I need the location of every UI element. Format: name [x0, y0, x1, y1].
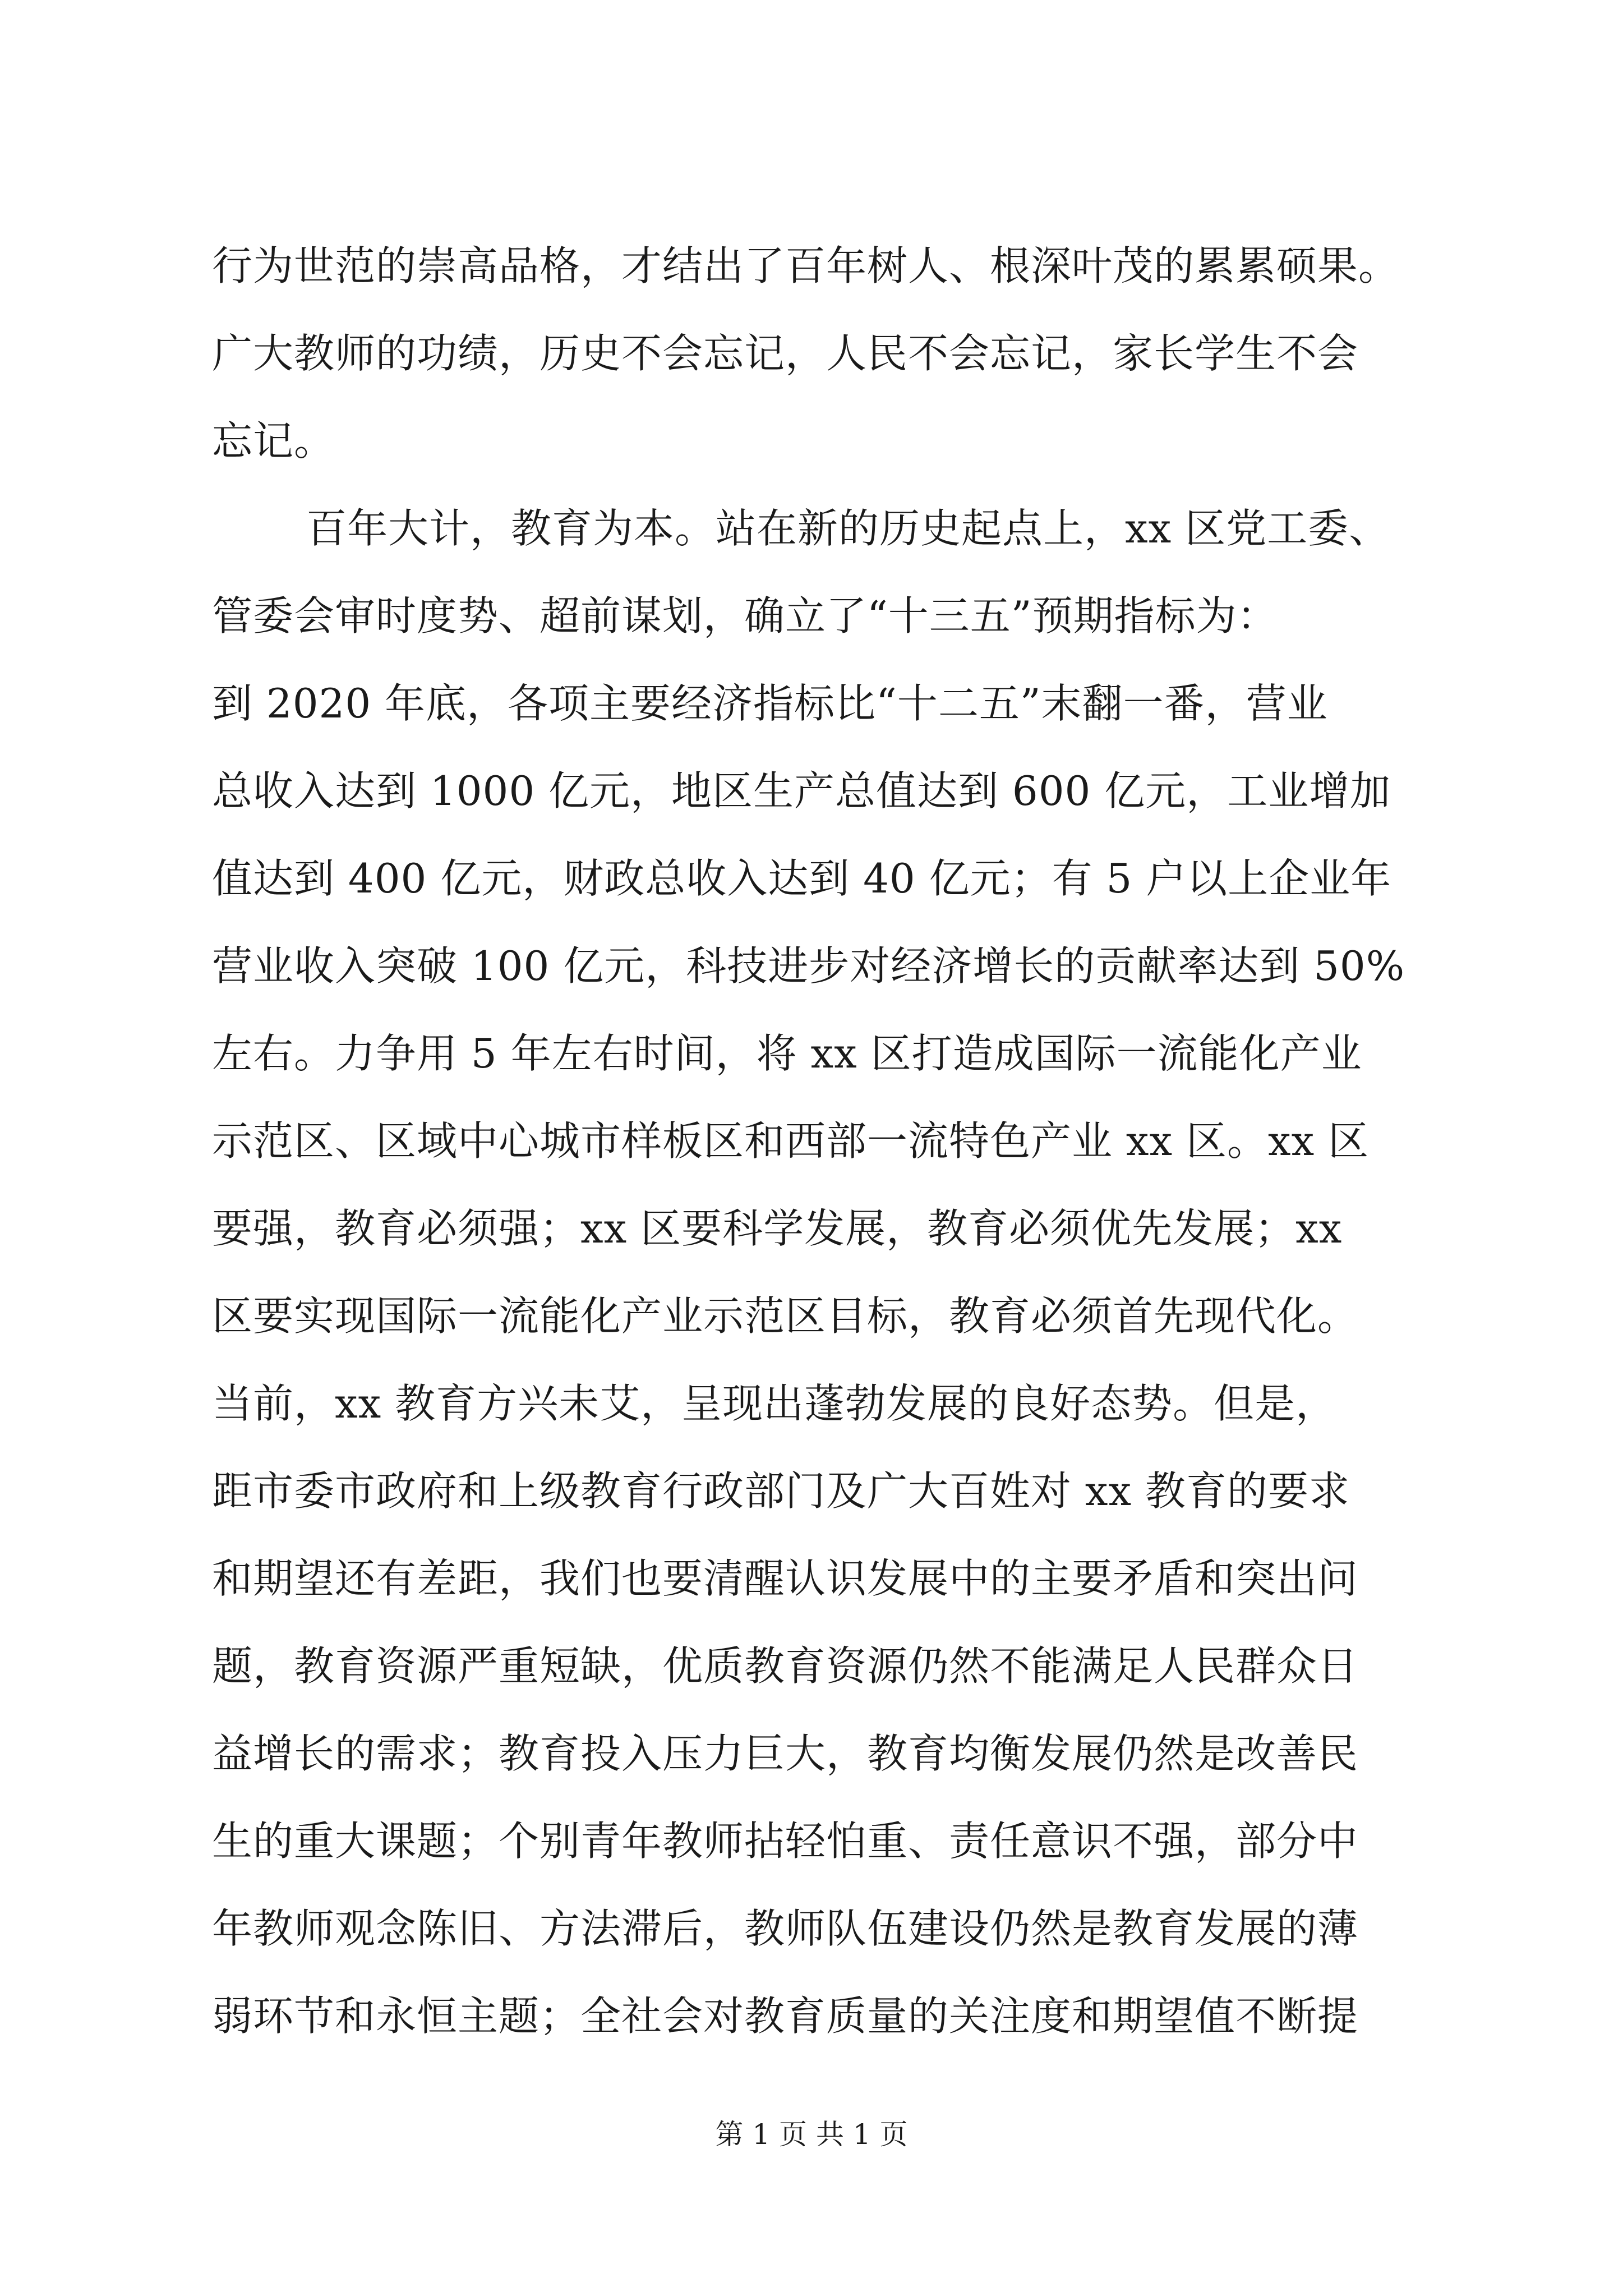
text-line-21: 弱环节和永恒主题；全社会对教育质量的关注度和期望值不断提: [212, 1993, 1359, 2040]
text-line-10: 左右。力争用 5 年左右时间，将 xx 区打造成国际一流能化产业: [212, 1030, 1362, 1077]
text-line-2: 广大教师的功绩，历史不会忘记，人民不会忘记，家长学生不会: [212, 330, 1359, 377]
text-line-3: 忘记。: [212, 417, 335, 464]
text-line-17: 题，教育资源严重短缺，优质教育资源仍然不能满足人民群众日: [212, 1642, 1359, 1690]
text-line-7: 总收入达到 1000 亿元，地区生产总值达到 600 亿元，工业增加: [212, 767, 1391, 815]
text-line-9: 营业收入突破 100 亿元，科技进步对经济增长的贡献率达到 50%: [212, 942, 1405, 990]
text-line-5: 管委会审时度势、超前谋划，确立了“十三五”预期指标为：: [212, 592, 1278, 639]
text-line-19: 生的重大课题；个别青年教师拈轻怕重、责任意识不强，部分中: [212, 1818, 1359, 1865]
text-line-20: 年教师观念陈旧、方法滞后，教师队伍建设仍然是教育发展的薄: [212, 1905, 1359, 1952]
page-footer: 第 1 页 共 1 页: [715, 2118, 908, 2151]
text-line-18: 益增长的需求；教育投入压力巨大，教育均衡发展仍然是改善民: [212, 1730, 1359, 1777]
text-line-1: 行为世范的崇高品格，才结出了百年树人、根深叶茂的累累硕果。: [212, 242, 1400, 289]
body-text: [212, 222, 1423, 2060]
text-line-6: 到 2020 年底，各项主要经济指标比“十二五”末翻一番，营业: [212, 680, 1328, 727]
text-line-15: 距市委市政府和上级教育行政部门及广大百姓对 xx 教育的要求: [212, 1467, 1350, 1515]
text-line-14: 当前，xx 教育方兴未艾，呈现出蓬勃发展的良好态势。但是，: [212, 1380, 1337, 1427]
text-line-13: 区要实现国际一流能化产业示范区目标，教育必须首先现代化。: [212, 1292, 1359, 1340]
text-line-8: 值达到 400 亿元，财政总收入达到 40 亿元；有 5 户以上企业年: [212, 855, 1392, 902]
text-line-12: 要强，教育必须强；xx 区要科学发展，教育必须优先发展；xx: [212, 1205, 1343, 1252]
text-line-11: 示范区、区域中心城市样板区和西部一流特色产业 xx 区。xx 区: [212, 1117, 1370, 1165]
text-line-4: 百年大计，教育为本。站在新的历史起点上，xx 区党工委、: [306, 505, 1390, 552]
text-line-16: 和期望还有差距，我们也要清醒认识发展中的主要矛盾和突出问: [212, 1555, 1359, 1602]
